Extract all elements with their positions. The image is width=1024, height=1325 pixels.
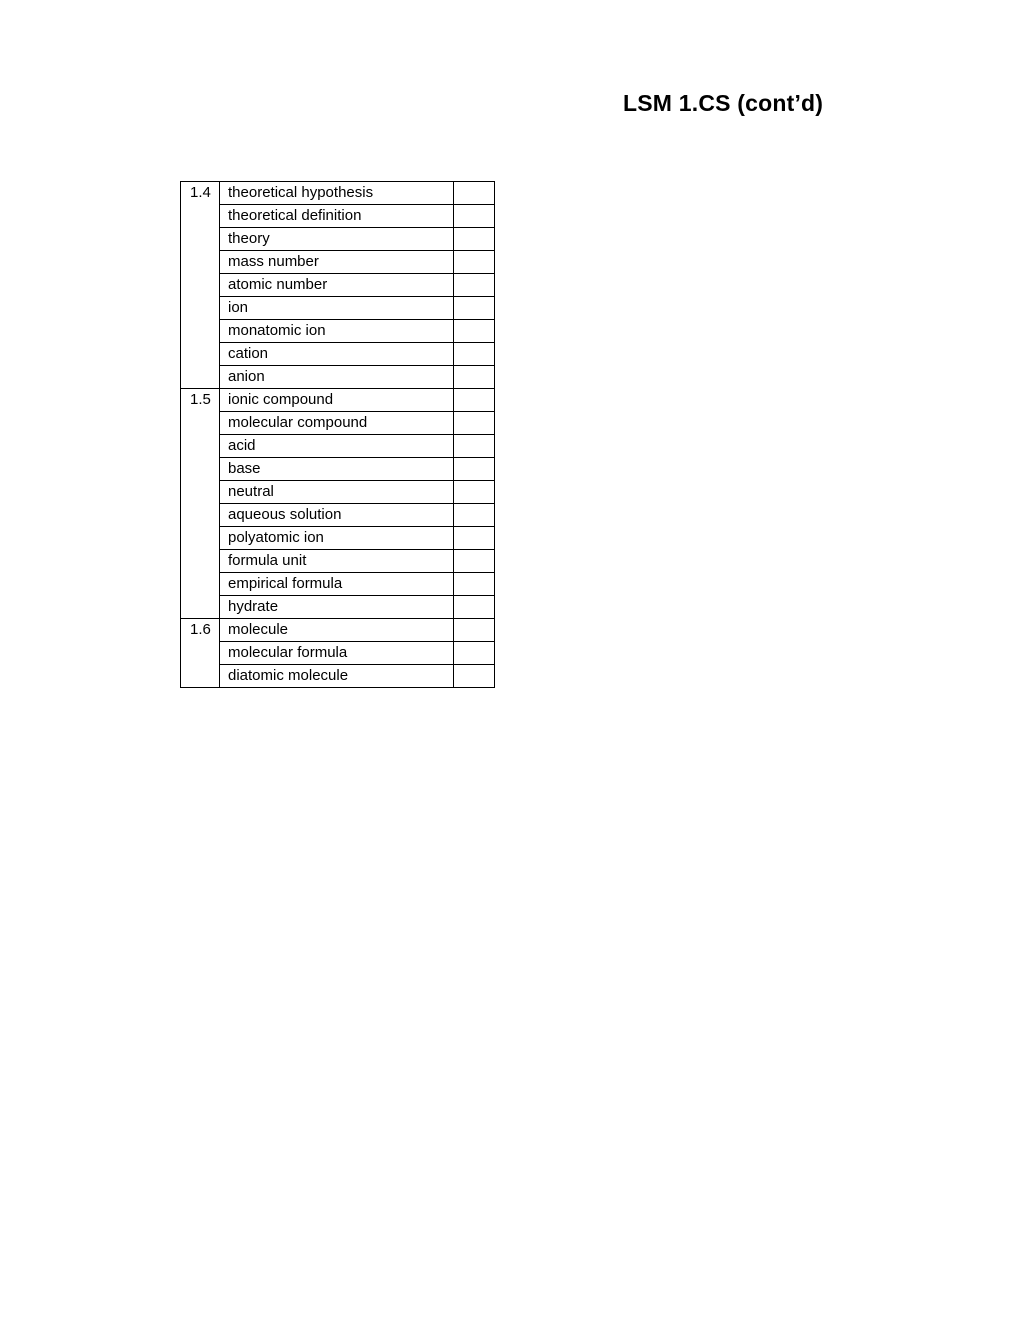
term-cell: anion	[220, 366, 454, 389]
answer-cell[interactable]	[454, 435, 495, 458]
term-cell: atomic number	[220, 274, 454, 297]
table-row	[181, 573, 495, 596]
term-cell: theoretical hypothesis	[220, 182, 454, 205]
table-row	[181, 228, 495, 251]
table-row	[181, 665, 495, 688]
term-cell: molecule	[220, 619, 454, 642]
term-cell: molecular compound	[220, 412, 454, 435]
term-cell: hydrate	[220, 596, 454, 619]
table-row	[181, 182, 495, 205]
term-cell: theoretical definition	[220, 205, 454, 228]
table-row	[181, 435, 495, 458]
section-number: 1.5	[181, 389, 220, 619]
term-cell: base	[220, 458, 454, 481]
answer-cell[interactable]	[454, 550, 495, 573]
term-cell: mass number	[220, 251, 454, 274]
table-row	[181, 550, 495, 573]
answer-cell[interactable]	[454, 274, 495, 297]
table-row	[181, 504, 495, 527]
term-cell: diatomic molecule	[220, 665, 454, 688]
page-title: LSM 1.CS (cont’d)	[623, 90, 824, 116]
table-row	[181, 251, 495, 274]
table-row	[181, 297, 495, 320]
term-cell: theory	[220, 228, 454, 251]
table-row	[181, 596, 495, 619]
table-row	[181, 458, 495, 481]
term-cell: empirical formula	[220, 573, 454, 596]
answer-cell[interactable]	[454, 596, 495, 619]
answer-cell[interactable]	[454, 343, 495, 366]
table-row	[181, 481, 495, 504]
answer-cell[interactable]	[454, 665, 495, 688]
term-cell: acid	[220, 435, 454, 458]
answer-cell[interactable]	[454, 182, 495, 205]
table-row	[181, 274, 495, 297]
answer-cell[interactable]	[454, 251, 495, 274]
term-cell: polyatomic ion	[220, 527, 454, 550]
answer-cell[interactable]	[454, 389, 495, 412]
answer-cell[interactable]	[454, 412, 495, 435]
table-row	[181, 343, 495, 366]
term-cell: neutral	[220, 481, 454, 504]
table-row	[181, 366, 495, 389]
answer-cell[interactable]	[454, 366, 495, 389]
table-row	[181, 205, 495, 228]
term-cell: formula unit	[220, 550, 454, 573]
answer-cell[interactable]	[454, 642, 495, 665]
answer-cell[interactable]	[454, 320, 495, 343]
answer-cell[interactable]	[454, 573, 495, 596]
table-row	[181, 527, 495, 550]
vocabulary-table	[180, 181, 495, 688]
answer-cell[interactable]	[454, 297, 495, 320]
answer-cell[interactable]	[454, 619, 495, 642]
answer-cell[interactable]	[454, 504, 495, 527]
table-row	[181, 412, 495, 435]
vocabulary-table-body	[181, 182, 495, 688]
table-row	[181, 619, 495, 642]
table-row	[181, 642, 495, 665]
section-number: 1.6	[181, 619, 220, 688]
term-cell: ionic compound	[220, 389, 454, 412]
term-cell: aqueous solution	[220, 504, 454, 527]
answer-cell[interactable]	[454, 527, 495, 550]
table-row	[181, 320, 495, 343]
term-cell: ion	[220, 297, 454, 320]
answer-cell[interactable]	[454, 228, 495, 251]
answer-cell[interactable]	[454, 205, 495, 228]
answer-cell[interactable]	[454, 481, 495, 504]
term-cell: cation	[220, 343, 454, 366]
section-number: 1.4	[181, 182, 220, 389]
term-cell: molecular formula	[220, 642, 454, 665]
term-cell: monatomic ion	[220, 320, 454, 343]
answer-cell[interactable]	[454, 458, 495, 481]
table-row	[181, 389, 495, 412]
